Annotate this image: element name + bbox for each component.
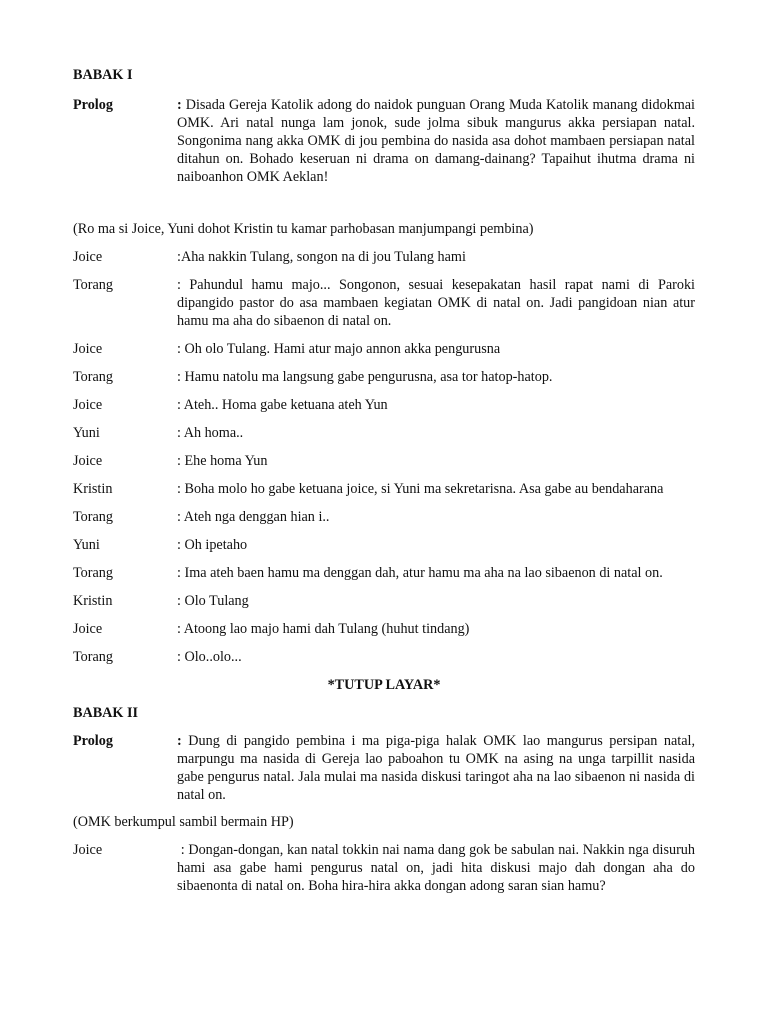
speaker-name: Torang [73,369,113,385]
dialog-text: : Ima ateh baen hamu ma denggan dah, atur hamu ma aha na lao sibaenon di natal on. [177,565,663,581]
dialog-text: :Aha nakkin Tulang, songon na di jou Tulang hami [177,249,466,265]
speaker-name: Kristin [73,593,113,609]
dialog-text: : Boha molo ho gabe ketuana joice, si Yuni ma sekretarisna. Asa gabe au bendaharana [177,481,664,497]
speaker-name: Torang [73,565,113,581]
dialog-line [73,452,695,470]
speaker-name: Joice [73,453,103,469]
act-1-dialog [73,248,695,666]
dialog-line [73,368,695,386]
act-2-dialog [73,841,699,895]
dialog-text: : Olo..olo... [177,649,242,665]
speaker-name: Joice [73,621,103,637]
script-page [73,66,699,895]
dialog-line [73,340,695,358]
dialog-text: : Olo Tulang [177,593,249,609]
dialog-line [73,480,695,498]
dialog-text: : Hamu natolu ma langsung gabe pengurusna, asa tor hatop-hatop. [177,369,553,385]
dialog-line [73,536,695,554]
dialog-line [73,841,699,895]
dialog-line [73,248,695,266]
speaker-name: Joice [73,249,103,265]
speaker-name: Torang [73,649,113,665]
dialog-text: : Ateh.. Homa gabe ketuana ateh Yun [177,397,388,413]
act-2-title: BABAK II [73,705,139,721]
speaker-name: Torang [73,509,113,525]
speaker-name: Torang [73,277,113,293]
speaker-name: Joice [73,341,103,357]
speaker-name: Yuni [73,425,100,441]
dialog-line [73,620,695,638]
prolog-text-block [177,96,695,186]
dialog-text: : Ateh nga denggan hian i.. [177,509,330,525]
dialog-line [73,424,695,442]
dialog-line [73,508,695,526]
stage-direction: (Ro ma si Joice, Yuni dohot Kristin tu kamar parhobasan manjumpangi pembina) [73,221,534,237]
closing-curtain: *TUTUP LAYAR* [327,677,441,693]
prolog-colon: : [177,733,182,749]
prolog-text: Disada Gereja Katolik adong do naidok punguan Orang Muda Katolik manang didokmai OMK. Ari natal nunga lam jonok, sude jolma sibuk mangurus akka persiapan natal. Songonima nang akka OMK di jou pembina do nasida asa dohot mambaen persiapan natal ditahun on. Bohado keseruan ni drama on damang-dainang? Tapaihut ihutma drama ni naiboanhon OMK Aeklan! [177,97,695,185]
dialog-text: : Oh ipetaho [177,537,248,553]
dialog-text: : Atoong lao majo hami dah Tulang (huhut tindang) [177,621,470,637]
prolog-label: Prolog [73,733,113,749]
dialog-text: : Dongan-dongan, kan natal tokkin nai nama dang gok be sabulan nai. Nakkin nga disuruh hami asa gabe hami pengurus natal on, jadi hita diskusi majo dah dongan aha do sibaenonta di natal on. Boha hira-hira akka dongan adong saran sian hamu? [177,842,699,894]
dialog-text: : Ah homa.. [177,425,244,441]
speaker-name: Joice [73,842,103,858]
prolog-text-block [177,732,695,804]
dialog-line [73,276,695,330]
act-1-title: BABAK I [73,67,133,83]
act-2-prolog [73,732,695,804]
speaker-name: Joice [73,397,103,413]
act-1-prolog [73,96,695,186]
prolog-text: Dung di pangido pembina i ma piga-piga halak OMK lao mangurus persipan natal, marpungu ma nasida di Gereja lao paboahon tu OMK na asing na unga tarpillit nasida gabe pengurus natal. Jala mulai ma nasida diskusi taringot aha na lao sibaenon ni nasida di natal on. [177,733,695,803]
speaker-name: Kristin [73,481,113,497]
dialog-text: : Pahundul hamu majo... Songonon, sesuai kesepakatan hasil rapat nami di Paroki dipangido pastor do asa mambaen kegiatan OMK di natal on. Jadi pangidoan nian atur hamu ma aha do sibaenon di natal on. [177,277,695,329]
dialog-line [73,564,695,582]
prolog-label: Prolog [73,97,113,113]
dialog-line [73,648,695,666]
dialog-text: : Ehe homa Yun [177,453,268,469]
stage-direction: (OMK berkumpul sambil bermain HP) [73,814,294,830]
dialog-text: : Oh olo Tulang. Hami atur majo annon akka pengurusna [177,341,501,357]
dialog-line [73,592,695,610]
speaker-name: Yuni [73,537,100,553]
dialog-line [73,396,695,414]
prolog-colon: : [177,97,182,113]
